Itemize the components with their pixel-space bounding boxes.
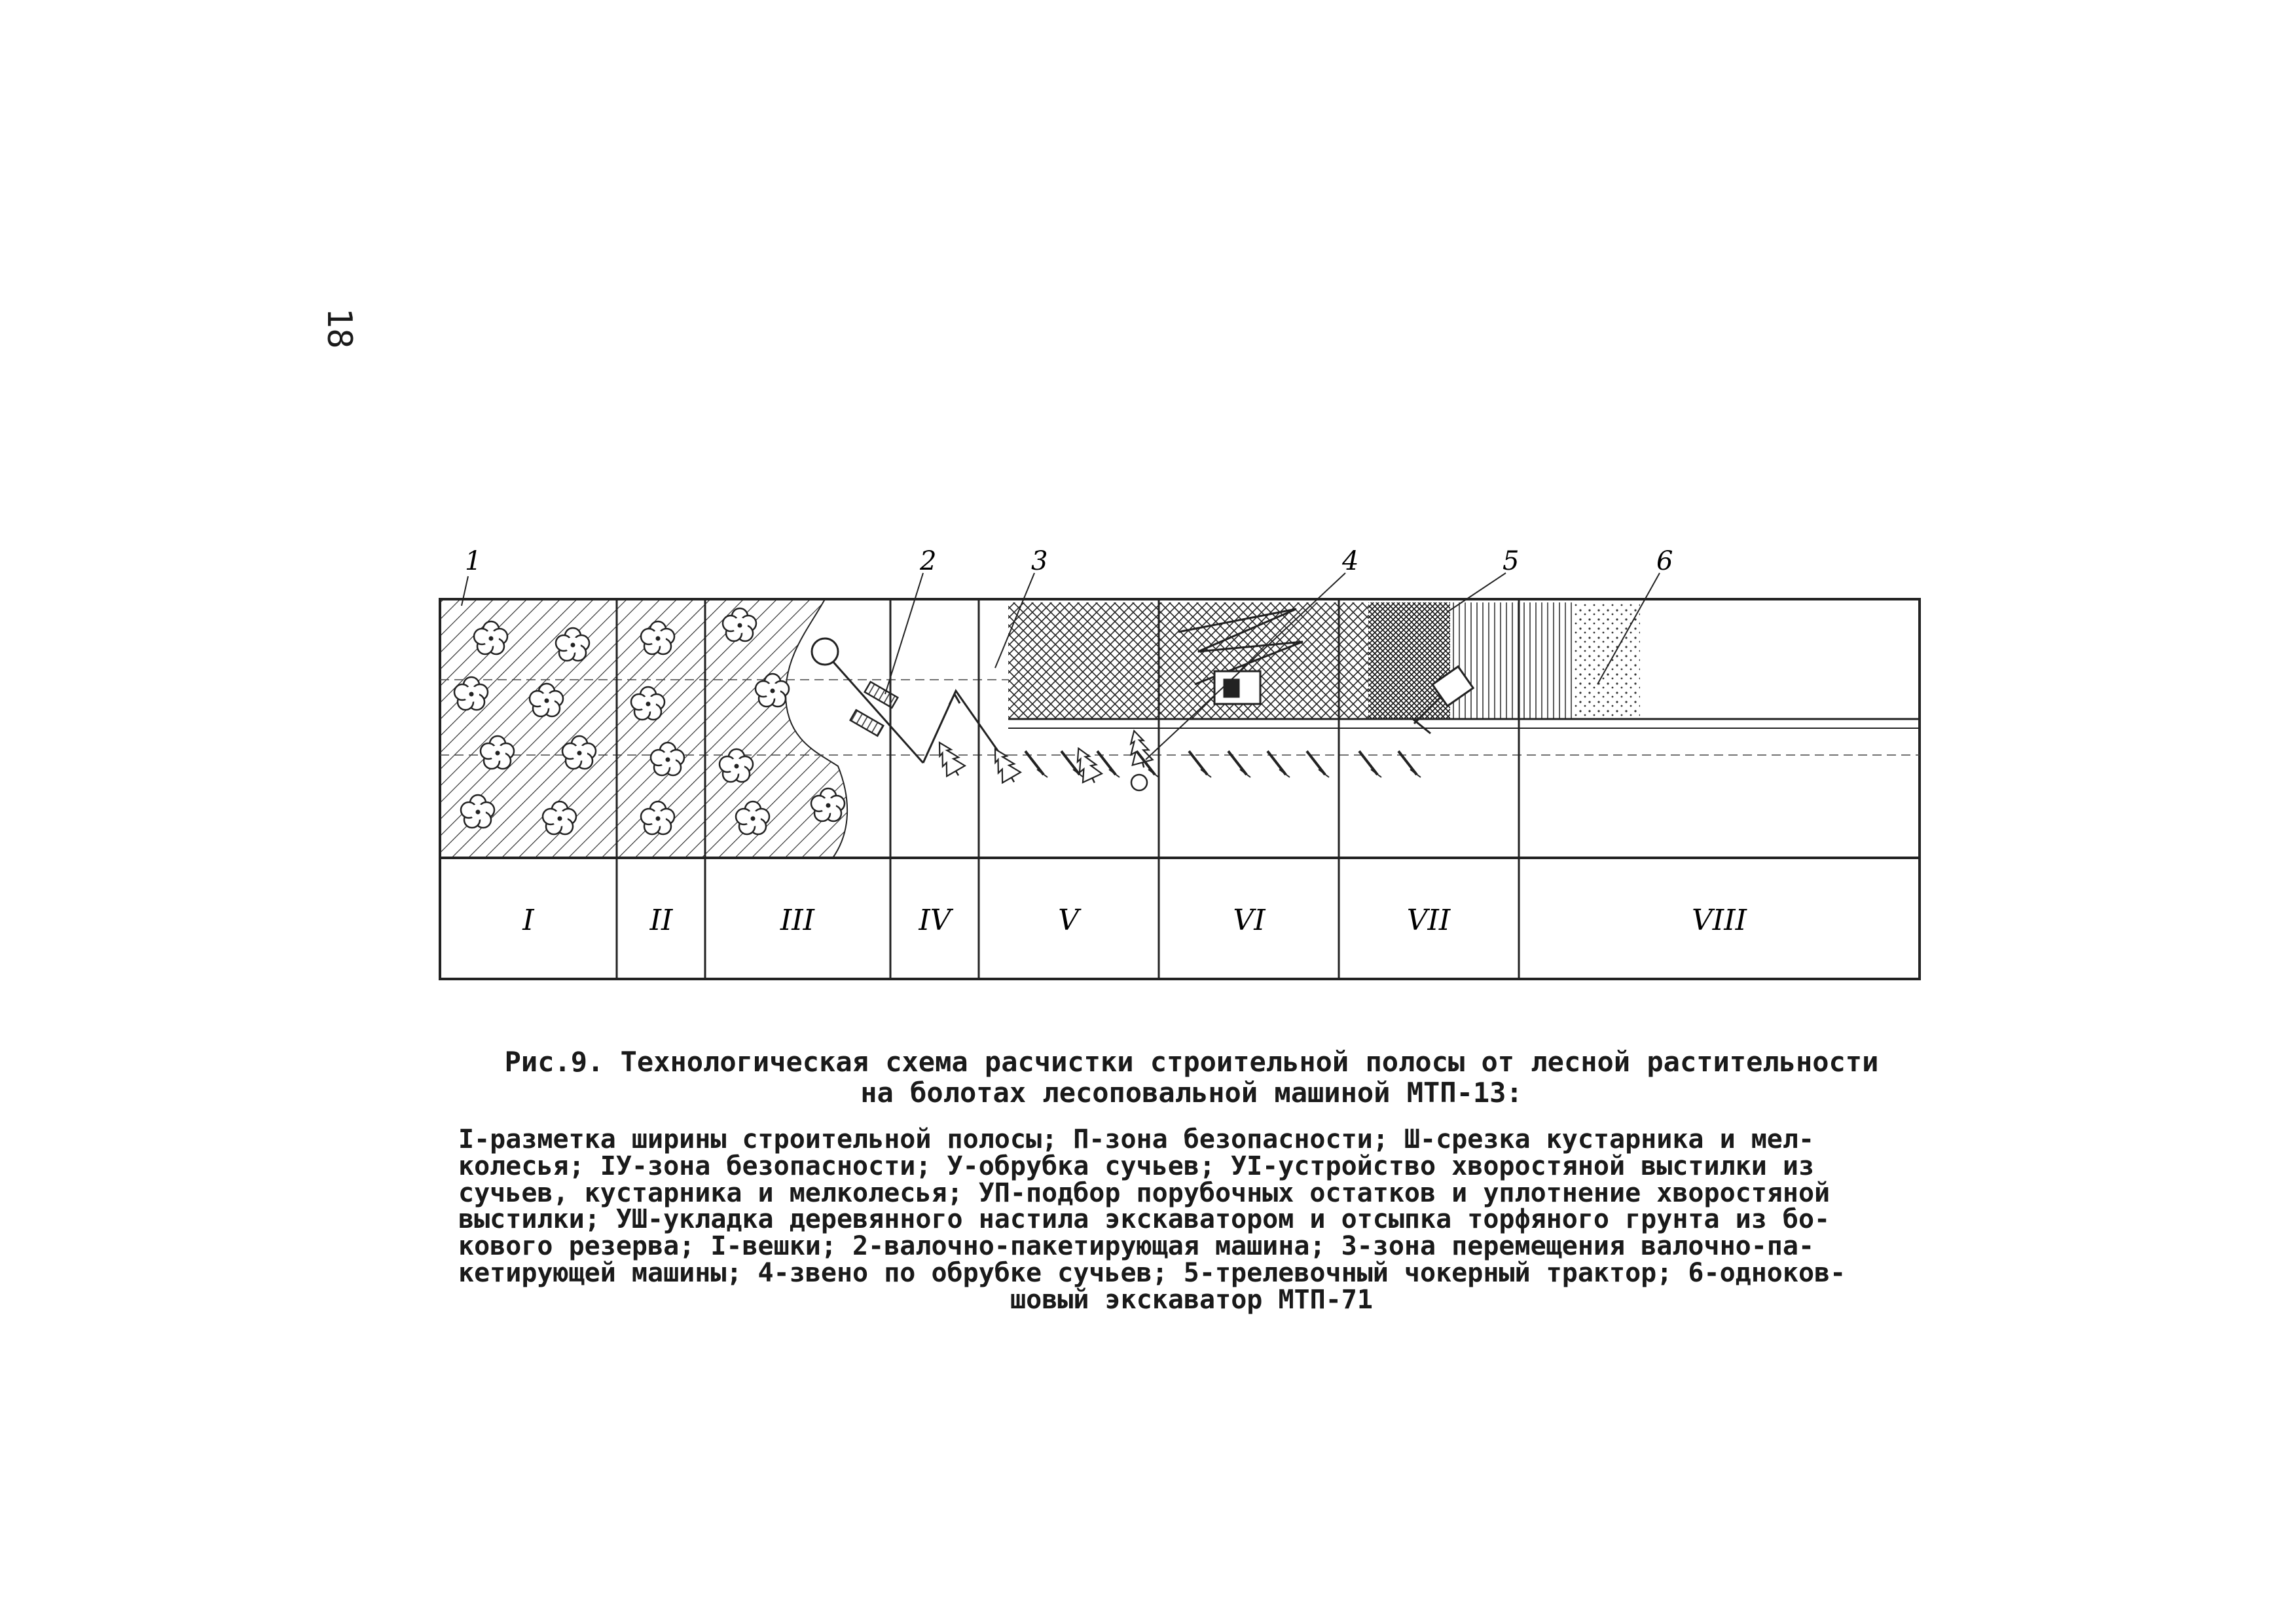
delimbing-crew-marker bbox=[1131, 775, 1147, 790]
page-number: 18 bbox=[319, 308, 359, 349]
callout-1: 1 bbox=[465, 546, 482, 576]
legend-line: кового резерва; I-вешки; 2-валочно-пакетирующая машина; 3-зона перемещения валочно-па- bbox=[458, 1231, 1815, 1262]
caption-title-line-1: Рис.9. Технологическая схема расчистки строительной полосы от лесной растительности bbox=[504, 1046, 1879, 1078]
zone-label-6: VI bbox=[1233, 904, 1266, 937]
technological-scheme-figure bbox=[432, 544, 1931, 1002]
legend-line: сучьев, кустарника и мелколесья; УП-подбор порубочных остатков и уплотнение хворостяной bbox=[458, 1177, 1831, 1208]
zone-8-peat-area bbox=[1575, 602, 1640, 719]
callout-2: 2 bbox=[920, 546, 937, 576]
legend-line: выстилки; УШ-укладка деревянного настила экскаватором и отсыпка торфяного грунта из бо- bbox=[458, 1204, 1831, 1235]
callout-3: 3 bbox=[1031, 546, 1048, 576]
zone-label-8: VIII bbox=[1692, 904, 1747, 937]
legend-line: I-разметка ширины строительной полосы; П-зона безопасности; Ш-срезка кустарника и мел- bbox=[458, 1124, 1815, 1155]
zone-label-4: IV bbox=[919, 904, 951, 937]
legend-line: колесья; IУ-зона безопасности; У-обрубка сучьев; УI-устройство хворостяной выстилки из bbox=[458, 1151, 1815, 1181]
caption-legend bbox=[458, 1126, 1925, 1314]
zone-label-5: V bbox=[1058, 904, 1079, 937]
callout-4: 4 bbox=[1342, 546, 1359, 576]
zone-label-3: III bbox=[780, 904, 815, 937]
zone-label-1: I bbox=[522, 904, 534, 937]
callout-5: 5 bbox=[1503, 546, 1520, 576]
zone-label-2: II bbox=[649, 904, 673, 937]
caption-title bbox=[458, 1046, 1925, 1108]
legend-line: шовый экскаватор МТП-71 bbox=[1010, 1284, 1373, 1315]
legend-line: кетирующей машины; 4-звено по обрубке сучьев; 5-трелевочный чокерный трактор; 6-одноков- bbox=[458, 1258, 1846, 1289]
zone-6-area bbox=[1008, 602, 1188, 719]
figure-caption bbox=[458, 1046, 1925, 1314]
caption-title-line-2: на болотах лесоповальной машиной МТП-13: bbox=[860, 1077, 1523, 1109]
zone-7-dense-area bbox=[1368, 602, 1450, 719]
zone-8-deck-area bbox=[1450, 602, 1575, 719]
callout-6: 6 bbox=[1656, 546, 1673, 576]
zone-label-7: VII bbox=[1406, 904, 1451, 937]
